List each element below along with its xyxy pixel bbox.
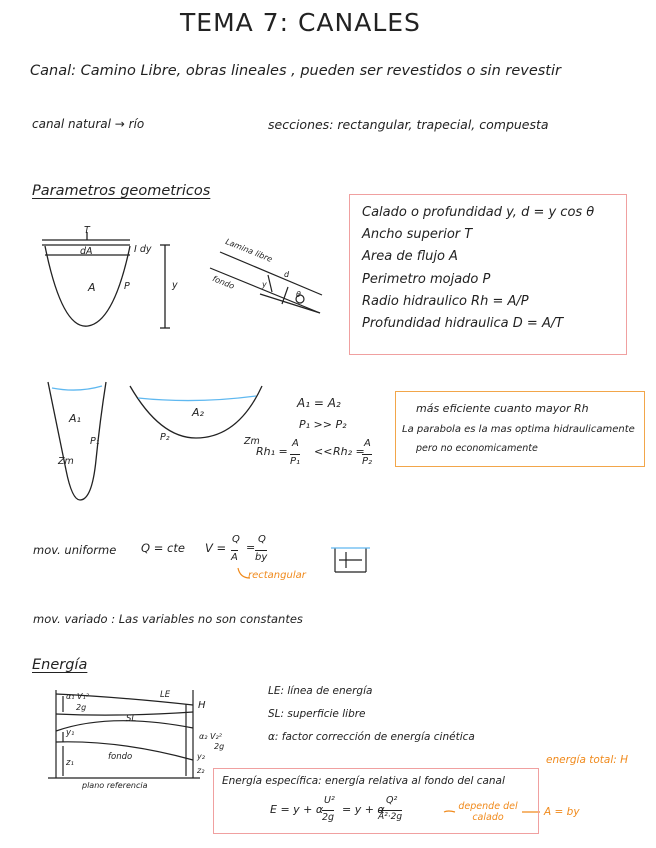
specific-energy-mid: = y + α (342, 803, 385, 816)
rh2-num: A (364, 438, 371, 449)
energy-y2-label: y₂ (197, 752, 205, 761)
energy-z1-label: z₁ (66, 758, 74, 768)
param-radio-hidraulico: Radio hidraulico Rh = A/P (362, 293, 529, 309)
uniform-flow-label: mov. uniforme (33, 543, 117, 557)
param-calado: Calado o profundidad y, d = y cos θ (362, 205, 595, 220)
perimeter-label: P (124, 281, 130, 292)
area2-label: A₂ (192, 406, 204, 419)
depends-on-depth-note: depende del calado (458, 801, 518, 823)
rectangular-note: rectangular (248, 570, 306, 581)
efficiency-line-3: pero no economicamente (416, 443, 538, 454)
canal-definition: Canal: Camino Libre, obras lineales , pueden ser revestidos o sin revestir (30, 63, 561, 79)
sections-note: secciones: rectangular, trapecial, compuesta (268, 117, 549, 132)
def-alpha: α: factor corrección de energía cinética (268, 731, 475, 743)
area-equality: A₁ = A₂ (297, 396, 341, 410)
zm1-label: Zm (58, 456, 74, 467)
energy-alpha-v2: α₂ V₂² (199, 732, 222, 741)
specific-energy-box (213, 768, 539, 834)
specific-energy-lhs: E = y + α (270, 803, 324, 816)
energy-2g-1: 2g (76, 703, 87, 712)
rh1-num: A (292, 438, 299, 449)
velocity-num-2: Q (258, 534, 266, 545)
perimeter2-label: P₂ (160, 432, 170, 443)
fraction2-num: Q² (386, 795, 398, 806)
energy-2g-2: 2g (214, 742, 225, 751)
param-profundidad-hidraulica: Profundidad hidraulica D = A/T (362, 316, 564, 332)
energy-alpha-v1: α₁ V₁² (66, 692, 89, 701)
total-energy-note: energía total: H (546, 754, 629, 766)
free-surface-label: Lamina libre (224, 237, 274, 264)
velocity-lhs: V = (205, 541, 227, 555)
perimeter1-label: P₁ (90, 436, 100, 447)
rh2-den: P₂ (362, 456, 373, 467)
varied-flow-line: mov. variado : Las variables no son constantes (33, 612, 303, 626)
rh1-den: P₁ (290, 456, 301, 467)
zm2-label: Zm (244, 436, 260, 447)
free-surface-line-label: SL (126, 714, 137, 724)
param-perimetro: Perimetro mojado P (362, 271, 491, 287)
energy-line-label: LE (160, 690, 171, 700)
total-head-label: H (198, 700, 206, 711)
rh1-lhs: Rh₁ = (256, 445, 288, 458)
energy-heading: Energía (32, 657, 88, 673)
fraction2-den: A²·2g (378, 812, 403, 822)
velocity-den-1: A (231, 552, 238, 563)
fraction1-den: 2g (322, 812, 335, 823)
geometric-params-heading: Parametros geometricos (32, 183, 211, 199)
energy-bottom-label: fondo (108, 752, 133, 762)
rh2-lhs: Rh₂ = (333, 445, 365, 458)
velocity-den-2: by (255, 552, 268, 563)
specific-energy-title: Energía específica: energía relativa al fondo del canal (222, 775, 505, 787)
velocity-equals: = (246, 541, 256, 554)
channel-bottom-label: fondo (211, 274, 236, 291)
velocity-num-1: Q (232, 534, 240, 545)
def-energy-line: LE: línea de energía (268, 685, 373, 697)
rh-less-than: << (314, 445, 333, 458)
efficiency-line-1: más eficiente cuanto mayor Rh (416, 402, 589, 415)
energy-y1-label: y₁ (66, 728, 75, 738)
d-label: d (284, 270, 290, 279)
y-small-label: y (262, 280, 267, 289)
geometric-params-box (349, 194, 627, 355)
fraction1-num: U² (324, 795, 335, 806)
energy-z2-label: z₂ (197, 766, 205, 775)
flow-constant: Q = cte (141, 541, 185, 555)
rectangular-channel-drawing (331, 548, 370, 572)
param-ancho-superior: Ancho superior T (362, 227, 473, 243)
page-title: TEMA 7: CANALES (180, 8, 421, 37)
perimeter-comparison: P₁ >> P₂ (299, 418, 347, 431)
top-width-label: T (84, 225, 90, 236)
dy-label: I dy (134, 244, 152, 255)
def-free-surface: SL: superficie libre (268, 708, 366, 720)
theta-label: θ (296, 290, 301, 299)
area-element-label: dA (80, 246, 93, 257)
area-relation-note: A = by (544, 806, 580, 818)
depth-label: y (172, 280, 178, 291)
efficiency-line-2: La parabola es la mas optima hidraulicamente (402, 424, 635, 435)
reference-plane-label: plano referencia (82, 781, 148, 790)
param-area: Area de flujo A (362, 249, 458, 265)
efficiency-box (395, 391, 645, 467)
natural-channel-note: canal natural → río (32, 117, 145, 131)
area-label: A (88, 281, 96, 294)
area1-label: A₁ (69, 412, 81, 425)
